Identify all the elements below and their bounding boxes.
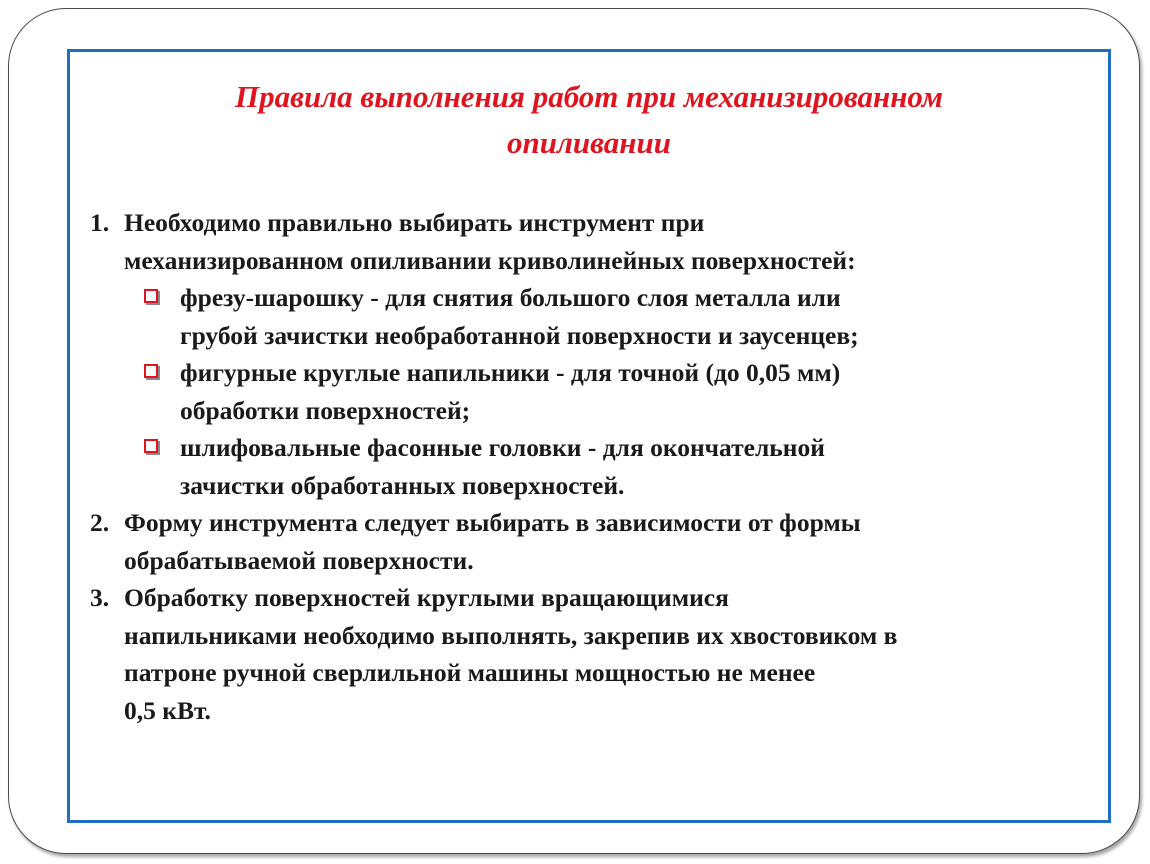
tool-text-line: шлифовальные фасонные головки - для окончательной xyxy=(180,433,825,462)
rule-text-line: Обработку поверхностей круглыми вращающимися xyxy=(124,583,729,612)
square-bullet-icon xyxy=(144,289,158,303)
square-bullet-icon xyxy=(144,439,158,453)
rule-item-2 xyxy=(90,504,1100,579)
rule-number: 1. xyxy=(90,208,110,237)
rule-number: 2. xyxy=(90,508,110,537)
square-bullet-icon xyxy=(144,364,158,378)
tool-text-line: зачистки обработанных поверхностей. xyxy=(180,470,625,500)
slide-title-line-1: Правила выполнения работ при механизированном xyxy=(235,79,943,114)
rule-text-line: 0,5 кВт. xyxy=(124,695,211,725)
rule-text-line: Необходимо правильно выбирать инструмент при xyxy=(124,208,705,237)
rule-item-3 xyxy=(90,579,1100,729)
tool-text-line: грубой зачистки необработанной поверхности и заусенцев; xyxy=(180,320,859,350)
slide-frame xyxy=(8,8,1140,854)
slide-title xyxy=(70,74,1108,166)
tool-text-line: фигурные круглые напильники - для точной (до 0,05 мм) xyxy=(180,358,841,387)
tool-item-files xyxy=(124,354,1100,429)
tool-text-line: фрезу-шарошку - для снятия большого слоя металла или xyxy=(180,283,841,312)
rule-item-1 xyxy=(90,204,1100,504)
rule-number: 3. xyxy=(90,583,110,612)
rule-text-line: патроне ручной сверлильной машины мощностью не менее xyxy=(124,658,816,687)
rule-text-line: механизированном опиливании криволинейных поверхностей: xyxy=(124,245,856,275)
content-box xyxy=(67,49,1111,823)
rule-text-line: Форму инструмента следует выбирать в зависимости от формы xyxy=(124,508,861,537)
rules-list xyxy=(90,204,1100,729)
slide-title-line-2: опиливании xyxy=(507,125,671,160)
tool-item-cutter xyxy=(124,279,1100,354)
tool-item-grinding-heads xyxy=(124,429,1100,504)
tool-text-line: обработки поверхностей; xyxy=(180,395,471,425)
tool-list xyxy=(124,279,1100,504)
rule-text-line: обрабатываемой поверхности. xyxy=(124,545,474,575)
rule-text-line: напильниками необходимо выполнять, закрепив их хвостовиком в xyxy=(124,620,898,650)
